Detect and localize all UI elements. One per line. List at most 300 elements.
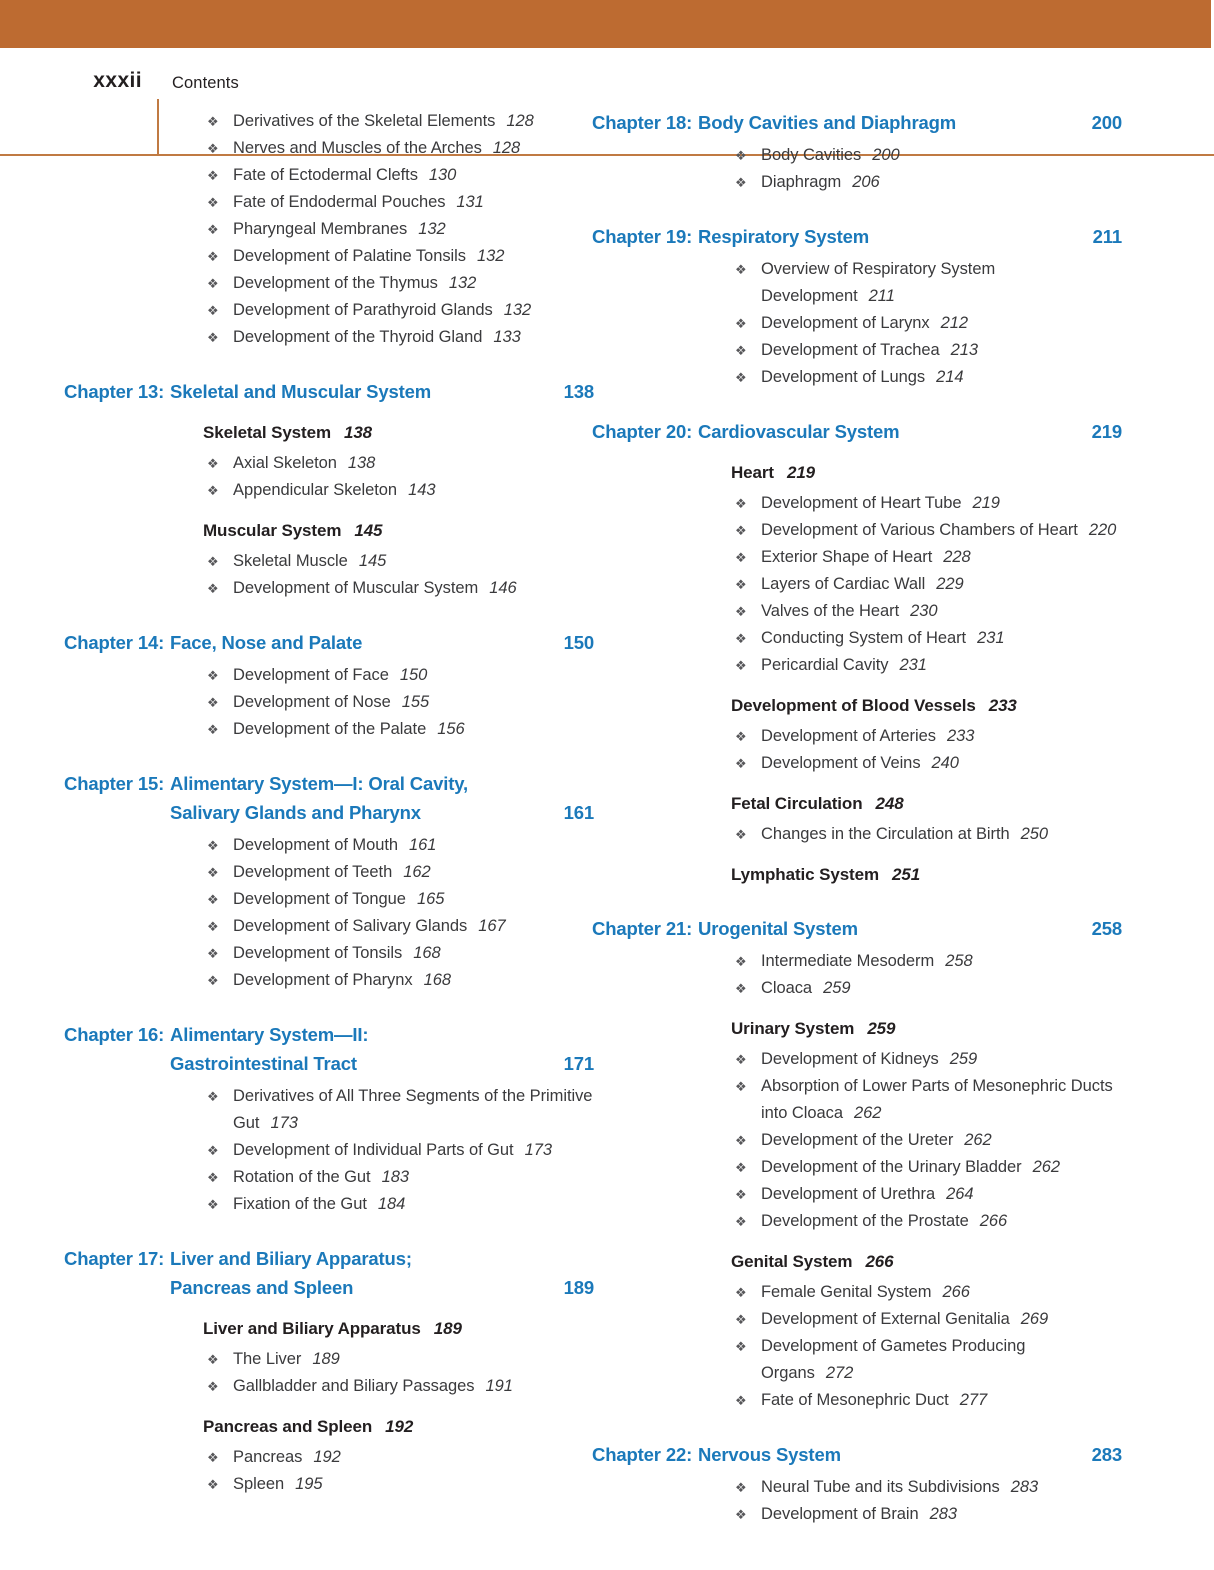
toc-entry[interactable]	[207, 859, 594, 886]
toc-section-heading[interactable]	[203, 420, 594, 446]
toc-entry[interactable]	[735, 256, 1122, 310]
toc-chapter-title-line: Gastrointestinal Tract	[170, 1053, 357, 1074]
toc-chapter-heading[interactable]	[592, 1440, 1122, 1469]
toc-chapter-label: Chapter 18:	[592, 112, 693, 133]
diamond-bullet-icon: ❖	[735, 550, 747, 565]
diamond-bullet-icon: ❖	[207, 1170, 219, 1185]
toc-entry[interactable]	[207, 913, 594, 940]
toc-entry-page: 259	[949, 1050, 978, 1068]
toc-entry[interactable]	[735, 1208, 1122, 1235]
toc-section-page: 251	[892, 865, 921, 884]
toc-entry-label: Appendicular Skeleton	[233, 481, 398, 499]
toc-entry-page: 262	[964, 1131, 992, 1149]
diamond-bullet-icon: ❖	[207, 892, 219, 907]
toc-entry[interactable]	[735, 310, 1122, 337]
toc-entry-page: 211	[868, 287, 895, 305]
toc-chapter-page: 161	[563, 802, 594, 823]
toc-entry-label: Development of Salivary Glands	[233, 917, 468, 935]
diamond-bullet-icon: ❖	[735, 1214, 747, 1229]
toc-entry-label: Derivatives of the Skeletal Elements	[233, 112, 496, 130]
diamond-bullet-icon: ❖	[207, 668, 219, 683]
toc-entry[interactable]	[207, 270, 594, 297]
toc-entry-label: Development of Parathyroid Glands	[233, 301, 493, 319]
diamond-bullet-icon: ❖	[735, 1480, 747, 1495]
toc-chapter-page: 283	[1091, 1444, 1122, 1465]
diamond-bullet-icon: ❖	[735, 729, 747, 744]
toc-chapter-label: Chapter 16:	[64, 1024, 165, 1045]
toc-section-page: 248	[875, 794, 904, 813]
toc-entry-page: 184	[377, 1195, 406, 1213]
running-head-title: Contents	[172, 74, 239, 92]
toc-entry-label: Neural Tube and its Subdivisions	[761, 1478, 1000, 1496]
toc-chapter-label: Chapter 15:	[64, 773, 165, 794]
diamond-bullet-icon: ❖	[207, 919, 219, 934]
toc-entry-page: 231	[977, 629, 1005, 647]
diamond-bullet-icon: ❖	[207, 114, 219, 129]
toc-entry[interactable]	[207, 1444, 594, 1471]
toc-entry-label: Spleen	[233, 1475, 285, 1493]
toc-chapter-title	[698, 222, 1078, 251]
diamond-bullet-icon: ❖	[735, 827, 747, 842]
toc-entry-label: Fate of Mesonephric Duct	[761, 1391, 949, 1409]
toc-entry-label: Gallbladder and Biliary Passages	[233, 1377, 475, 1395]
toc-entry[interactable]	[735, 571, 1122, 598]
toc-entry-label: Development of Tongue	[233, 890, 406, 908]
toc-chapter-title	[170, 628, 550, 657]
toc-entry[interactable]	[735, 1127, 1122, 1154]
toc-entry-page: 132	[503, 301, 532, 319]
diamond-bullet-icon: ❖	[735, 370, 747, 385]
toc-entry-page: 250	[1020, 825, 1049, 843]
toc-entry[interactable]	[735, 625, 1122, 652]
toc-entry[interactable]	[207, 967, 594, 994]
toc-chapter-heading[interactable]	[592, 417, 1122, 446]
toc-entry[interactable]	[207, 162, 594, 189]
toc-entry-label: Female Genital System	[761, 1283, 932, 1301]
toc-entry-label: Rotation of the Gut	[233, 1168, 371, 1186]
diamond-bullet-icon: ❖	[735, 981, 747, 996]
toc-entry-label: Fate of Endodermal Pouches	[233, 193, 446, 211]
toc-entry-label: Development of the Palate	[233, 720, 427, 738]
diamond-bullet-icon: ❖	[207, 249, 219, 264]
toc-entry-label: Development of Lungs	[761, 368, 926, 386]
toc-entry-page: 231	[899, 656, 927, 674]
toc-entry[interactable]	[735, 517, 1122, 544]
toc-entry-page: 262	[1032, 1158, 1060, 1176]
toc-entry-page: 156	[437, 720, 465, 738]
toc-entry-page: 230	[910, 602, 938, 620]
toc-entry-page: 143	[408, 481, 436, 499]
toc-section-heading[interactable]	[731, 1016, 1122, 1042]
diamond-bullet-icon: ❖	[207, 554, 219, 569]
toc-section-label: Lymphatic System	[731, 865, 879, 884]
diamond-bullet-icon: ❖	[735, 1507, 747, 1522]
toc-entry[interactable]	[207, 297, 594, 324]
diamond-bullet-icon: ❖	[735, 316, 747, 331]
diamond-bullet-icon: ❖	[207, 1352, 219, 1367]
toc-chapter-title-line: Nervous System	[698, 1444, 841, 1465]
toc-entry-label: Development of Individual Parts of Gut	[233, 1141, 514, 1159]
toc-entry-page: 269	[1020, 1310, 1049, 1328]
diamond-bullet-icon: ❖	[735, 1079, 747, 1094]
toc-entry[interactable]	[735, 652, 1122, 679]
toc-entry-page: 264	[946, 1185, 974, 1203]
toc-entry[interactable]	[735, 1154, 1122, 1181]
toc-entry[interactable]	[735, 1501, 1122, 1528]
toc-entry-label: Pancreas	[233, 1448, 303, 1466]
toc-entry[interactable]	[207, 324, 594, 351]
toc-entry[interactable]	[207, 189, 594, 216]
diamond-bullet-icon: ❖	[735, 496, 747, 511]
toc-entry-label: Development of the Thymus	[233, 274, 438, 292]
toc-section-label: Development of Blood Vessels	[731, 696, 976, 715]
toc-section-page: 233	[988, 696, 1017, 715]
toc-entry-label: Derivatives of All Three Segments of the Primitive Gut	[233, 1087, 593, 1132]
toc-chapter-heading[interactable]	[64, 769, 594, 827]
toc-chapter-page: 138	[563, 381, 594, 402]
toc-chapter-title	[698, 108, 1078, 137]
toc-chapter-page: 211	[1092, 226, 1122, 247]
toc-entry-label: Axial Skeleton	[233, 454, 337, 472]
toc-entry-label: Valves of the Heart	[761, 602, 900, 620]
diamond-bullet-icon: ❖	[735, 343, 747, 358]
toc-entry-page: 173	[524, 1141, 552, 1159]
toc-chapter-label: Chapter 21:	[592, 918, 693, 939]
toc-entry-label: Body Cavities	[761, 146, 862, 164]
toc-entry-page: 219	[972, 494, 1000, 512]
diamond-bullet-icon: ❖	[735, 1133, 747, 1148]
toc-entry[interactable]	[735, 598, 1122, 625]
toc-entry[interactable]	[207, 1137, 594, 1164]
toc-entry-label: Development of Tonsils	[233, 944, 403, 962]
toc-entry[interactable]	[207, 689, 594, 716]
toc-chapter-heading[interactable]	[592, 914, 1122, 943]
toc-entry-page: 165	[416, 890, 445, 908]
toc-chapter-title	[170, 377, 550, 406]
toc-entry-page: 191	[485, 1377, 513, 1395]
toc-section-label: Pancreas and Spleen	[203, 1417, 373, 1436]
toc-entry-page: 168	[413, 944, 441, 962]
toc-entry[interactable]	[207, 243, 594, 270]
toc-entry-page: 228	[943, 548, 971, 566]
toc-chapter-page: 150	[563, 632, 594, 653]
toc-entry-page: 262	[854, 1104, 882, 1122]
toc-entry[interactable]	[207, 662, 594, 689]
toc-entry-label: Development of Larynx	[761, 314, 930, 332]
toc-entry[interactable]	[735, 1333, 1122, 1387]
running-head	[0, 48, 1214, 107]
diamond-bullet-icon: ❖	[735, 1312, 747, 1327]
diamond-bullet-icon: ❖	[735, 1052, 747, 1067]
toc-entry-label: Conducting System of Heart	[761, 629, 967, 647]
toc-section-page: 259	[867, 1019, 896, 1038]
toc-entry-page: 168	[423, 971, 451, 989]
toc-chapter-label: Chapter 20:	[592, 421, 693, 442]
toc-entry[interactable]	[207, 216, 594, 243]
diamond-bullet-icon: ❖	[207, 722, 219, 737]
toc-chapter-heading[interactable]	[64, 628, 594, 657]
toc-chapter-title-line: Salivary Glands and Pharynx	[170, 802, 421, 823]
toc-entry-page: 266	[979, 1212, 1008, 1230]
toc-entry-label: Development of Palatine Tonsils	[233, 247, 466, 265]
toc-section-heading[interactable]	[731, 1249, 1122, 1275]
toc-chapter-title-line: Pancreas and Spleen	[170, 1277, 354, 1298]
toc-entry-page: 283	[1010, 1478, 1039, 1496]
toc-entry[interactable]	[207, 886, 594, 913]
diamond-bullet-icon: ❖	[735, 954, 747, 969]
toc-entry[interactable]	[735, 750, 1122, 777]
diamond-bullet-icon: ❖	[207, 695, 219, 710]
toc-chapter-title-line: Body Cavities and Diaphragm	[698, 112, 957, 133]
diamond-bullet-icon: ❖	[207, 838, 219, 853]
diamond-bullet-icon: ❖	[207, 303, 219, 318]
diamond-bullet-icon: ❖	[207, 483, 219, 498]
toc-entry-page: 266	[942, 1283, 970, 1301]
toc-section-heading[interactable]	[731, 862, 1122, 888]
toc-entry[interactable]	[735, 1387, 1122, 1414]
diamond-bullet-icon: ❖	[735, 658, 747, 673]
toc-entry-label: Development of Muscular System	[233, 579, 479, 597]
diamond-bullet-icon: ❖	[735, 1160, 747, 1175]
toc-chapter-title	[170, 1020, 550, 1078]
toc-entry[interactable]	[207, 1083, 594, 1137]
toc-entry[interactable]	[207, 1373, 594, 1400]
diamond-bullet-icon: ❖	[207, 195, 219, 210]
toc-entry[interactable]	[207, 450, 594, 477]
toc-entry-page: 192	[313, 1448, 341, 1466]
contents-column-right	[592, 108, 1122, 1528]
toc-chapter-page: 189	[563, 1277, 594, 1298]
toc-entry-page: 132	[448, 274, 477, 292]
toc-chapter-heading[interactable]	[64, 1244, 594, 1302]
toc-entry[interactable]	[735, 364, 1122, 391]
toc-chapter-label: Chapter 14:	[64, 632, 165, 653]
diamond-bullet-icon: ❖	[207, 456, 219, 471]
diamond-bullet-icon: ❖	[207, 973, 219, 988]
toc-entry[interactable]	[207, 575, 594, 602]
diamond-bullet-icon: ❖	[207, 141, 219, 156]
toc-entry-label: Development of Urethra	[761, 1185, 936, 1203]
toc-entry-label: Development of External Genitalia	[761, 1310, 1010, 1328]
toc-section-page: 266	[865, 1252, 894, 1271]
diamond-bullet-icon: ❖	[207, 330, 219, 345]
toc-chapter-heading[interactable]	[592, 108, 1122, 137]
toc-section-label: Urinary System	[731, 1019, 855, 1038]
toc-chapter-title	[698, 914, 1078, 943]
toc-entry[interactable]	[735, 337, 1122, 364]
toc-entry-label: Fate of Ectodermal Clefts	[233, 166, 418, 184]
toc-chapter-title-line: Alimentary System—II:	[170, 1024, 369, 1045]
toc-entry[interactable]	[735, 169, 1122, 196]
toc-entry[interactable]	[207, 716, 594, 743]
toc-entry[interactable]	[735, 1474, 1122, 1501]
toc-entry[interactable]	[735, 1279, 1122, 1306]
toc-entry-label: Development of Various Chambers of Heart	[761, 521, 1078, 539]
toc-entry[interactable]	[735, 142, 1122, 169]
toc-entry-page: 167	[478, 917, 506, 935]
toc-chapter-heading[interactable]	[64, 377, 594, 406]
toc-entry-page: 138	[347, 454, 376, 472]
toc-chapter-title-line: Skeletal and Muscular System	[170, 381, 432, 402]
toc-entry-page: 195	[295, 1475, 323, 1493]
toc-entry-page: 283	[929, 1505, 958, 1523]
toc-entry[interactable]	[207, 832, 594, 859]
toc-entry-page: 277	[959, 1391, 988, 1409]
toc-entry-page: 130	[428, 166, 457, 184]
diamond-bullet-icon: ❖	[207, 1197, 219, 1212]
toc-entry-label: Development of Arteries	[761, 727, 936, 745]
toc-entry-label: Development of Nose	[233, 693, 391, 711]
toc-entry-page: 259	[823, 979, 851, 997]
toc-entry[interactable]	[735, 948, 1122, 975]
toc-entry[interactable]	[207, 108, 594, 135]
diamond-bullet-icon: ❖	[735, 175, 747, 190]
toc-chapter-page: 258	[1091, 918, 1122, 939]
diamond-bullet-icon: ❖	[207, 1143, 219, 1158]
toc-section-label: Muscular System	[203, 521, 342, 540]
toc-entry-page: 162	[403, 863, 431, 881]
toc-entry-label: Cloaca	[761, 979, 813, 997]
diamond-bullet-icon: ❖	[207, 1089, 219, 1104]
toc-entry-page: 150	[399, 666, 428, 684]
toc-entry-label: Development of Face	[233, 666, 389, 684]
toc-entry[interactable]	[207, 548, 594, 575]
toc-entry[interactable]	[735, 1046, 1122, 1073]
diamond-bullet-icon: ❖	[207, 946, 219, 961]
toc-section-label: Genital System	[731, 1252, 853, 1271]
toc-entry-label: Changes in the Circulation at Birth	[761, 825, 1010, 843]
toc-entry-page: 183	[381, 1168, 409, 1186]
toc-entry[interactable]	[735, 1306, 1122, 1333]
toc-entry-page: 132	[476, 247, 505, 265]
toc-section-heading[interactable]	[203, 1316, 594, 1342]
toc-entry-label: Intermediate Mesoderm	[761, 952, 935, 970]
toc-entry-label: Development of the Ureter	[761, 1131, 954, 1149]
diamond-bullet-icon: ❖	[735, 1393, 747, 1408]
toc-entry-page: 213	[950, 341, 979, 359]
toc-chapter-title-line: Face, Nose and Palate	[170, 632, 363, 653]
diamond-bullet-icon: ❖	[735, 148, 747, 163]
toc-entry-page: 128	[492, 139, 521, 157]
toc-entry-page: 258	[945, 952, 973, 970]
toc-entry-label: Development of Gametes Producing Organs	[761, 1337, 1026, 1382]
toc-chapter-heading[interactable]	[592, 222, 1122, 251]
toc-entry-label: Development of Brain	[761, 1505, 919, 1523]
toc-chapter-title-line: Urogenital System	[698, 918, 858, 939]
toc-chapter-page: 219	[1091, 421, 1122, 442]
toc-section-label: Heart	[731, 463, 774, 482]
toc-section-heading[interactable]	[203, 518, 594, 544]
diamond-bullet-icon: ❖	[207, 1450, 219, 1465]
toc-entry[interactable]	[207, 1164, 594, 1191]
toc-entry[interactable]	[735, 1181, 1122, 1208]
diamond-bullet-icon: ❖	[735, 1285, 747, 1300]
toc-entry-label: Development of Heart Tube	[761, 494, 962, 512]
toc-entry[interactable]	[207, 1471, 594, 1498]
toc-entry-label: Development of Teeth	[233, 863, 393, 881]
diamond-bullet-icon: ❖	[207, 1379, 219, 1394]
page-folio: xxxii	[93, 69, 142, 92]
toc-chapter-title	[170, 769, 550, 827]
diamond-bullet-icon: ❖	[735, 523, 747, 538]
toc-entry-page: 240	[931, 754, 959, 772]
toc-entry[interactable]	[735, 544, 1122, 571]
diamond-bullet-icon: ❖	[207, 168, 219, 183]
diamond-bullet-icon: ❖	[207, 276, 219, 291]
toc-entry-label: Fixation of the Gut	[233, 1195, 367, 1213]
toc-entry-page: 220	[1088, 521, 1117, 539]
diamond-bullet-icon: ❖	[735, 631, 747, 646]
toc-entry[interactable]	[735, 723, 1122, 750]
toc-entry-page: 161	[409, 836, 437, 854]
toc-chapter-label: Chapter 19:	[592, 226, 693, 247]
diamond-bullet-icon: ❖	[207, 581, 219, 596]
toc-entry-page: 189	[312, 1350, 340, 1368]
toc-entry[interactable]	[207, 135, 594, 162]
toc-chapter-label: Chapter 13:	[64, 381, 165, 402]
toc-entry-page: 133	[493, 328, 521, 346]
diamond-bullet-icon: ❖	[207, 222, 219, 237]
toc-chapter-title	[698, 417, 1078, 446]
toc-entry[interactable]	[735, 490, 1122, 517]
toc-entry-page: 233	[946, 727, 975, 745]
diamond-bullet-icon: ❖	[735, 1339, 747, 1354]
toc-section-heading[interactable]	[731, 460, 1122, 486]
toc-entry-page: 131	[456, 193, 484, 211]
toc-entry-page: 272	[825, 1364, 854, 1382]
contents-column-left	[64, 108, 594, 1498]
toc-entry-page: 128	[506, 112, 534, 130]
toc-entry-page: 206	[852, 173, 880, 191]
toc-section-heading[interactable]	[731, 693, 1122, 719]
toc-entry-page: 200	[872, 146, 900, 164]
toc-entry-label: Diaphragm	[761, 173, 842, 191]
toc-entry-label: Skeletal Muscle	[233, 552, 348, 570]
diamond-bullet-icon: ❖	[735, 604, 747, 619]
toc-entry-label: Layers of Cardiac Wall	[761, 575, 926, 593]
toc-chapter-title-line: Respiratory System	[698, 226, 870, 247]
toc-entry[interactable]	[207, 940, 594, 967]
toc-section-page: 138	[343, 423, 373, 442]
toc-entry-label: Development of Kidneys	[761, 1050, 939, 1068]
diamond-bullet-icon: ❖	[735, 262, 747, 277]
toc-entry-label: Pharyngeal Membranes	[233, 220, 408, 238]
toc-entry[interactable]	[735, 821, 1122, 848]
toc-entry-label: Nerves and Muscles of the Arches	[233, 139, 482, 157]
toc-entry[interactable]	[207, 1346, 594, 1373]
toc-entry[interactable]	[207, 1191, 594, 1218]
toc-chapter-heading[interactable]	[64, 1020, 594, 1078]
toc-entry-label: Overview of Respiratory System Development	[761, 260, 996, 305]
toc-entry[interactable]	[735, 975, 1122, 1002]
toc-entry-label: Development of Trachea	[761, 341, 940, 359]
toc-chapter-page: 171	[563, 1053, 594, 1074]
diamond-bullet-icon: ❖	[735, 577, 747, 592]
toc-entry[interactable]	[735, 1073, 1122, 1127]
toc-entry-label: Development of the Prostate	[761, 1212, 969, 1230]
toc-entry-page: 212	[940, 314, 969, 332]
toc-section-heading[interactable]	[731, 791, 1122, 817]
toc-entry-label: Pericardial Cavity	[761, 656, 889, 674]
toc-entry-label: Exterior Shape of Heart	[761, 548, 933, 566]
diamond-bullet-icon: ❖	[735, 756, 747, 771]
toc-entry[interactable]	[207, 477, 594, 504]
toc-section-heading[interactable]	[203, 1414, 594, 1440]
toc-entry-label: Development of Pharynx	[233, 971, 413, 989]
toc-section-page: 219	[786, 463, 816, 482]
toc-entry-page: 214	[936, 368, 964, 386]
toc-entry-page: 145	[358, 552, 387, 570]
